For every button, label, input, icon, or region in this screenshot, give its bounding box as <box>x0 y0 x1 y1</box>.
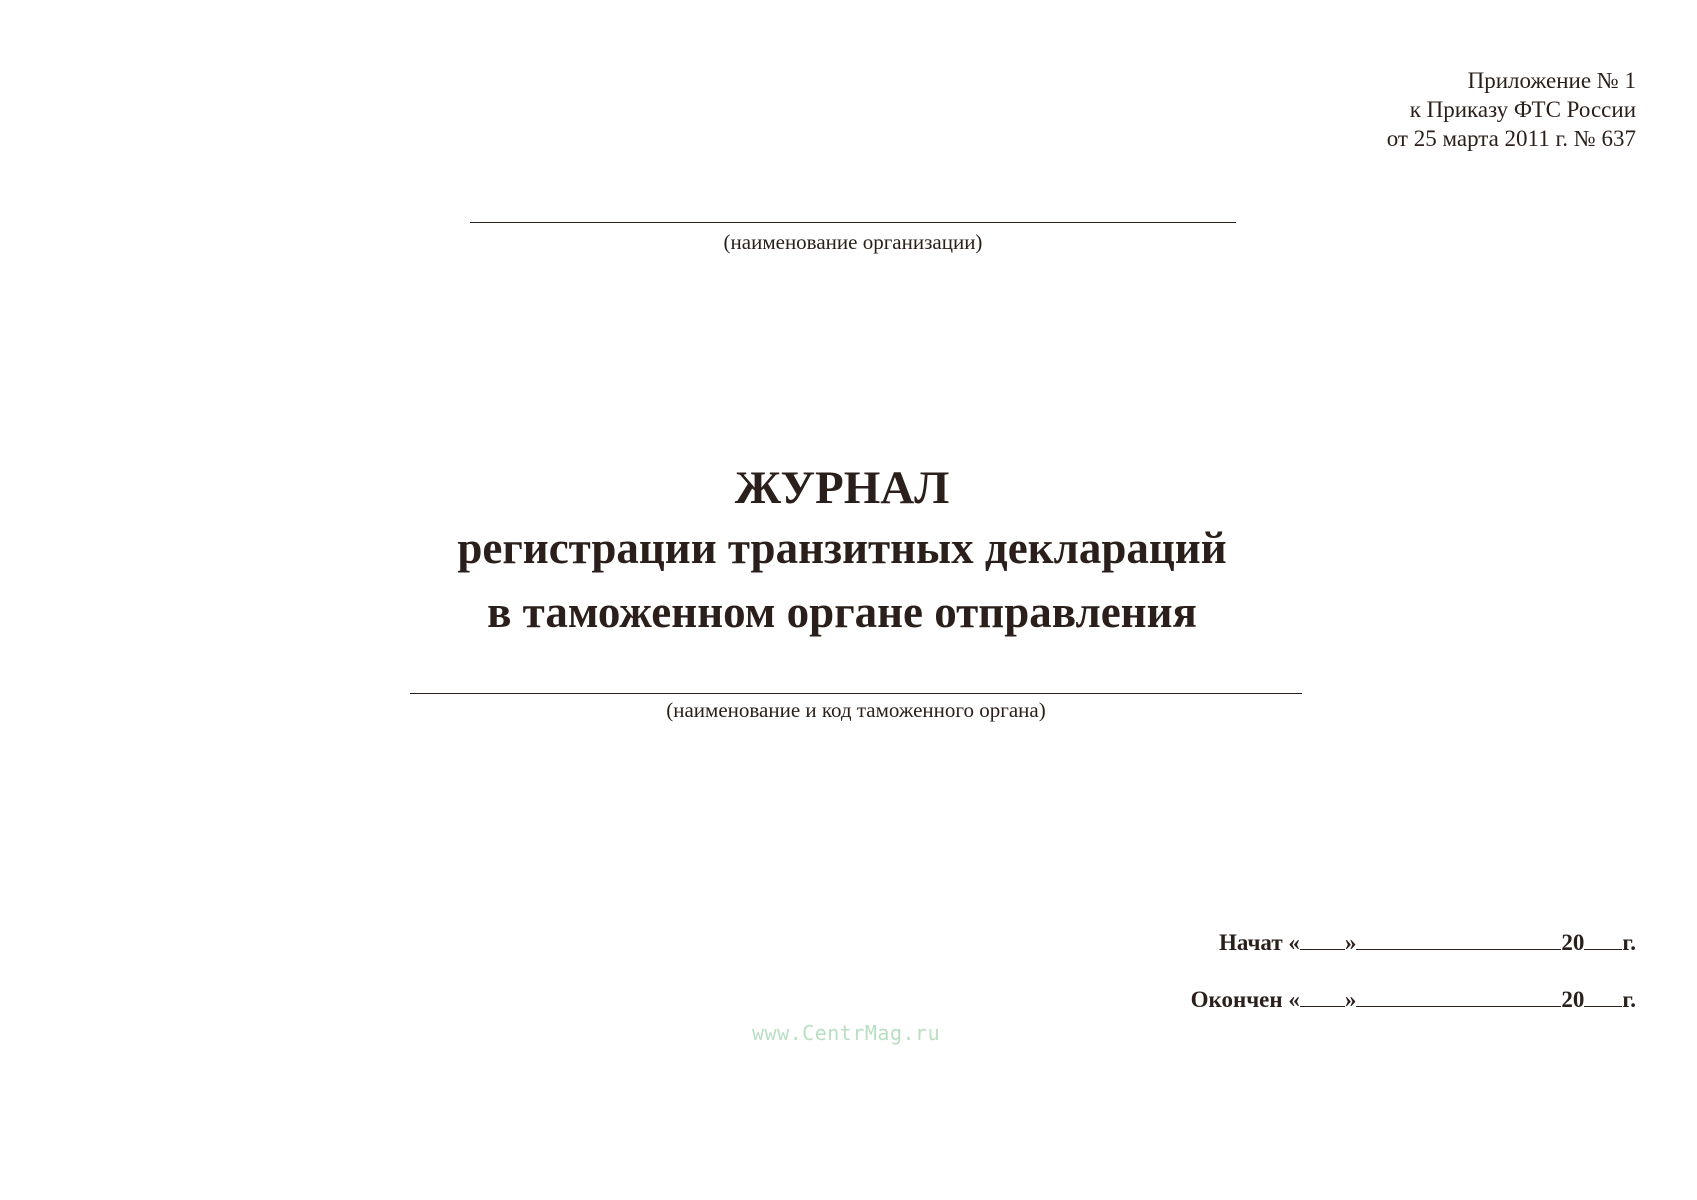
customs-authority-field <box>410 693 1302 723</box>
organization-field <box>470 222 1236 255</box>
title-line-3: в таможенном органе отправления <box>487 587 1197 637</box>
appendix-order: к Приказу ФТС России <box>1409 97 1636 122</box>
journal-dates <box>1191 928 1636 1015</box>
organization-caption: (наименование организации) <box>723 230 983 254</box>
year-suffix: г. <box>1622 987 1636 1012</box>
start-year-blank <box>1584 931 1622 950</box>
title-main: ЖУРНАЛ <box>734 462 950 514</box>
customs-blank-line <box>410 693 1302 694</box>
close-quote: » <box>1344 987 1357 1012</box>
end-year-blank <box>1584 988 1622 1007</box>
customs-caption: (наименование и код таможенного органа) <box>666 698 1046 722</box>
end-month-blank <box>1356 988 1561 1007</box>
start-month-blank <box>1356 931 1561 950</box>
watermark: www.CentrMag.ru <box>752 1021 941 1045</box>
year-prefix: 20 <box>1561 930 1585 955</box>
organization-blank-line <box>470 222 1236 223</box>
end-day-blank <box>1300 988 1345 1007</box>
close-quote: » <box>1344 930 1357 955</box>
appendix-number: Приложение № 1 <box>1467 68 1636 93</box>
year-suffix: г. <box>1622 930 1636 955</box>
start-day-blank <box>1300 931 1345 950</box>
document-title <box>300 460 1384 644</box>
open-quote: « <box>1288 930 1300 955</box>
start-date-line <box>1191 928 1636 958</box>
start-label: Начат <box>1218 930 1283 955</box>
year-prefix: 20 <box>1561 987 1585 1012</box>
open-quote: « <box>1288 987 1300 1012</box>
appendix-date: от 25 марта 2011 г. № 637 <box>1386 126 1636 151</box>
appendix-reference <box>1387 66 1636 153</box>
title-line-2: регистрации транзитных деклараций <box>457 523 1227 573</box>
end-label: Окончен <box>1190 987 1283 1012</box>
end-date-line <box>1191 985 1636 1015</box>
